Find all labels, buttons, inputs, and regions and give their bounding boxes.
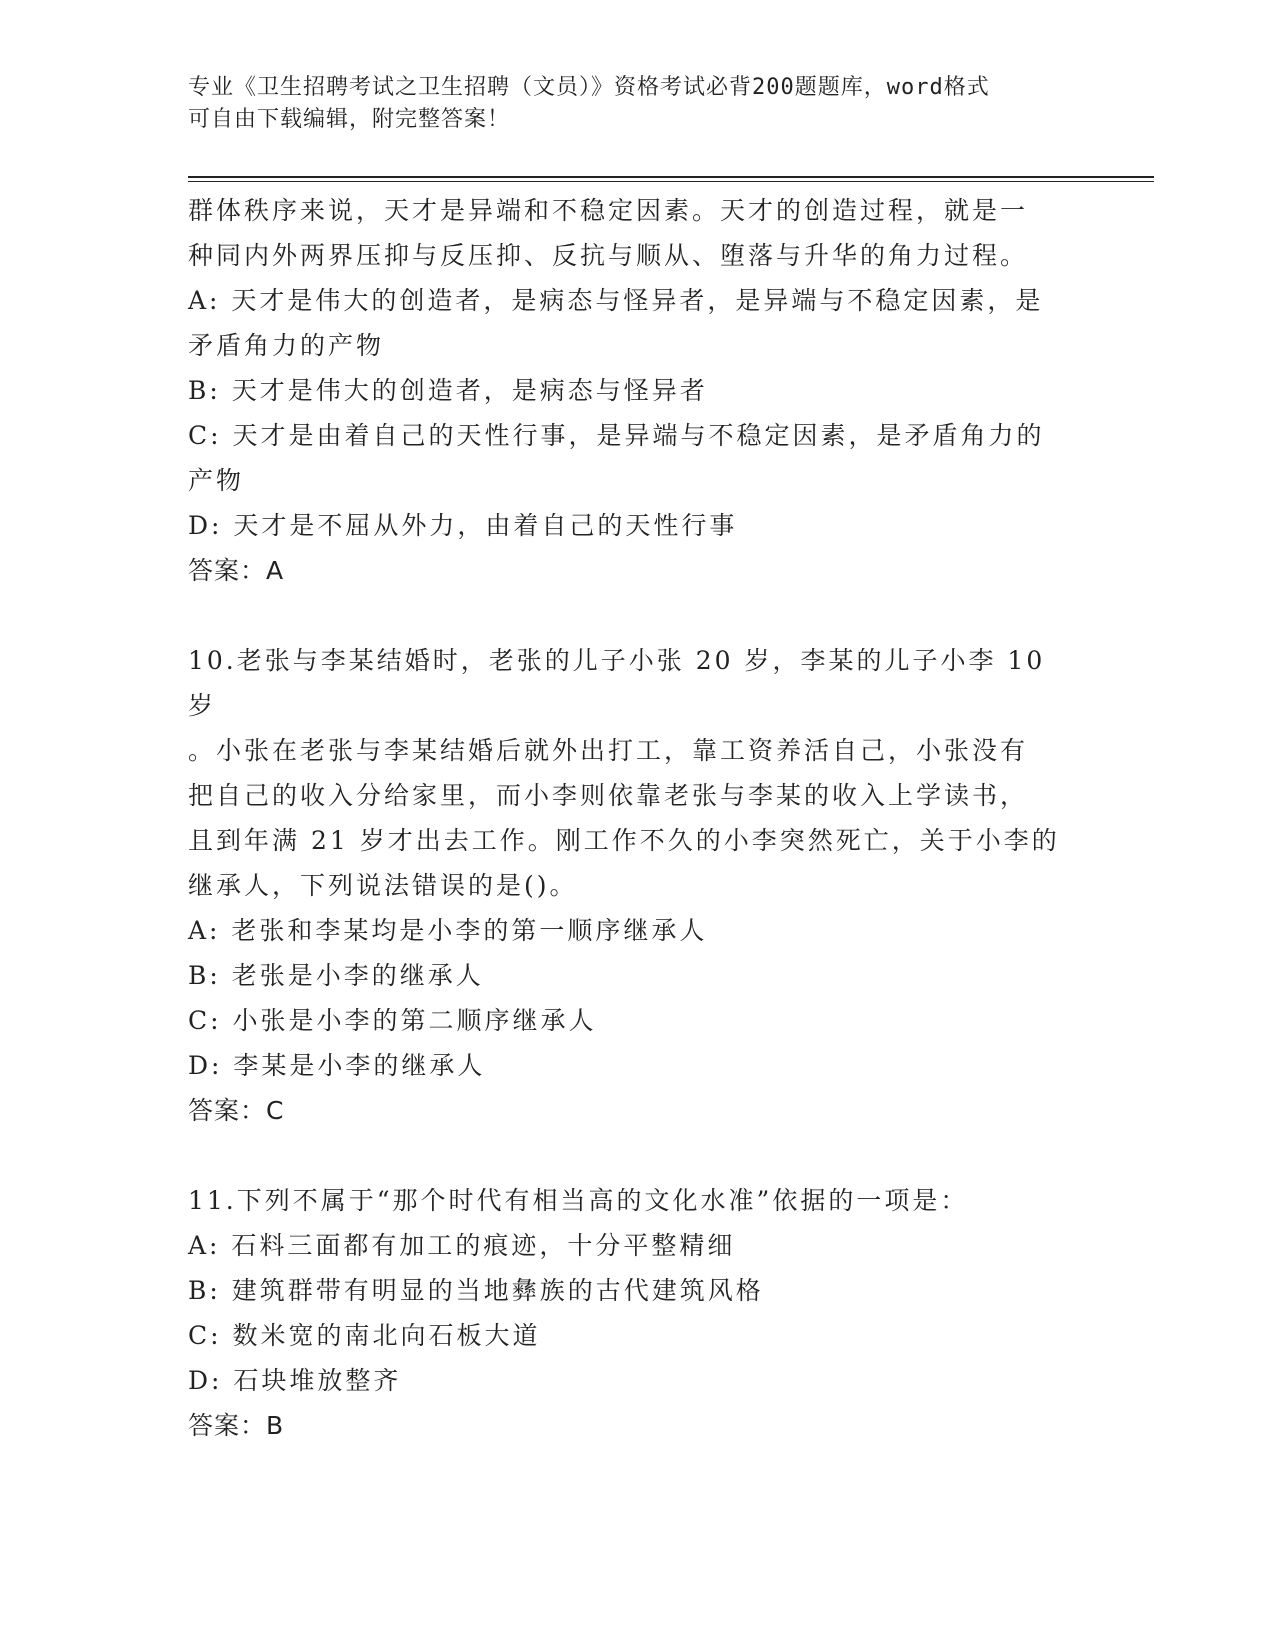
option-d: D: 石块堆放整齐 — [188, 1366, 402, 1395]
option-c-continued: 产物 — [188, 466, 245, 495]
option-a: A: 石料三面都有加工的痕迹，十分平整精细 — [188, 1231, 736, 1260]
answer: 答案：B — [188, 1411, 285, 1440]
option-b: B: 天才是伟大的创造者，是病态与怪异者 — [188, 376, 708, 405]
question-stem-line: 11.下列不属于“那个时代有相当高的文化水准”依据的一项是： — [188, 1186, 969, 1215]
question-stem-line: 把自己的收入分给家里，而小李则依靠老张与李某的收入上学读书， — [188, 781, 1029, 810]
answer: 答案：A — [188, 556, 285, 585]
option-a: A: 天才是伟大的创造者，是病态与怪异者，是异端与不稳定因素，是 — [188, 286, 1044, 315]
answer: 答案：C — [188, 1096, 285, 1125]
question-stem-line: 。小张在老张与李某结婚后就外出打工，靠工资养活自己，小张没有 — [188, 736, 1029, 765]
question-9 — [188, 188, 1078, 593]
option-b: B: 建筑群带有明显的当地彝族的古代建筑风格 — [188, 1276, 764, 1305]
header-line-1: 专业《卫生招聘考试之卫生招聘（文员）》资格考试必背200题题库，word格式 — [188, 75, 990, 100]
question-stem-line: 继承人，下列说法错误的是()。 — [188, 871, 578, 900]
option-c: C: 天才是由着自己的天性行事，是异端与不稳定因素，是矛盾角力的 — [188, 421, 1045, 450]
question-stem-line: 种同内外两界压抑与反压抑、反抗与顺从、堕落与升华的角力过程。 — [188, 241, 1029, 270]
option-b: B: 老张是小李的继承人 — [188, 961, 484, 990]
option-d: D: 天才是不屈从外力，由着自己的天性行事 — [188, 511, 738, 540]
page-header — [188, 72, 1068, 136]
question-stem-line: 10.老张与李某结婚时，老张的儿子小张 20 岁，李某的儿子小李 10 岁 — [188, 646, 1046, 720]
option-d: D: 李某是小李的继承人 — [188, 1051, 486, 1080]
header-divider — [188, 176, 1154, 182]
option-c: C: 小张是小李的第二顺序继承人 — [188, 1006, 597, 1035]
option-a: A: 老张和李某均是小李的第一顺序继承人 — [188, 916, 708, 945]
question-content — [188, 188, 1078, 1448]
question-stem-line: 群体秩序来说，天才是异端和不稳定因素。天才的创造过程，就是一 — [188, 196, 1029, 225]
spacer — [188, 593, 1078, 638]
header-line-2: 可自由下载编辑，附完整答案！ — [188, 107, 511, 132]
question-stem-line: 且到年满 21 岁才出去工作。刚工作不久的小李突然死亡，关于小李的 — [188, 826, 1060, 855]
option-c: C: 数米宽的南北向石板大道 — [188, 1321, 541, 1350]
question-10 — [188, 638, 1078, 1133]
option-a-continued: 矛盾角力的产物 — [188, 331, 385, 360]
question-11 — [188, 1178, 1078, 1448]
spacer — [188, 1133, 1078, 1178]
